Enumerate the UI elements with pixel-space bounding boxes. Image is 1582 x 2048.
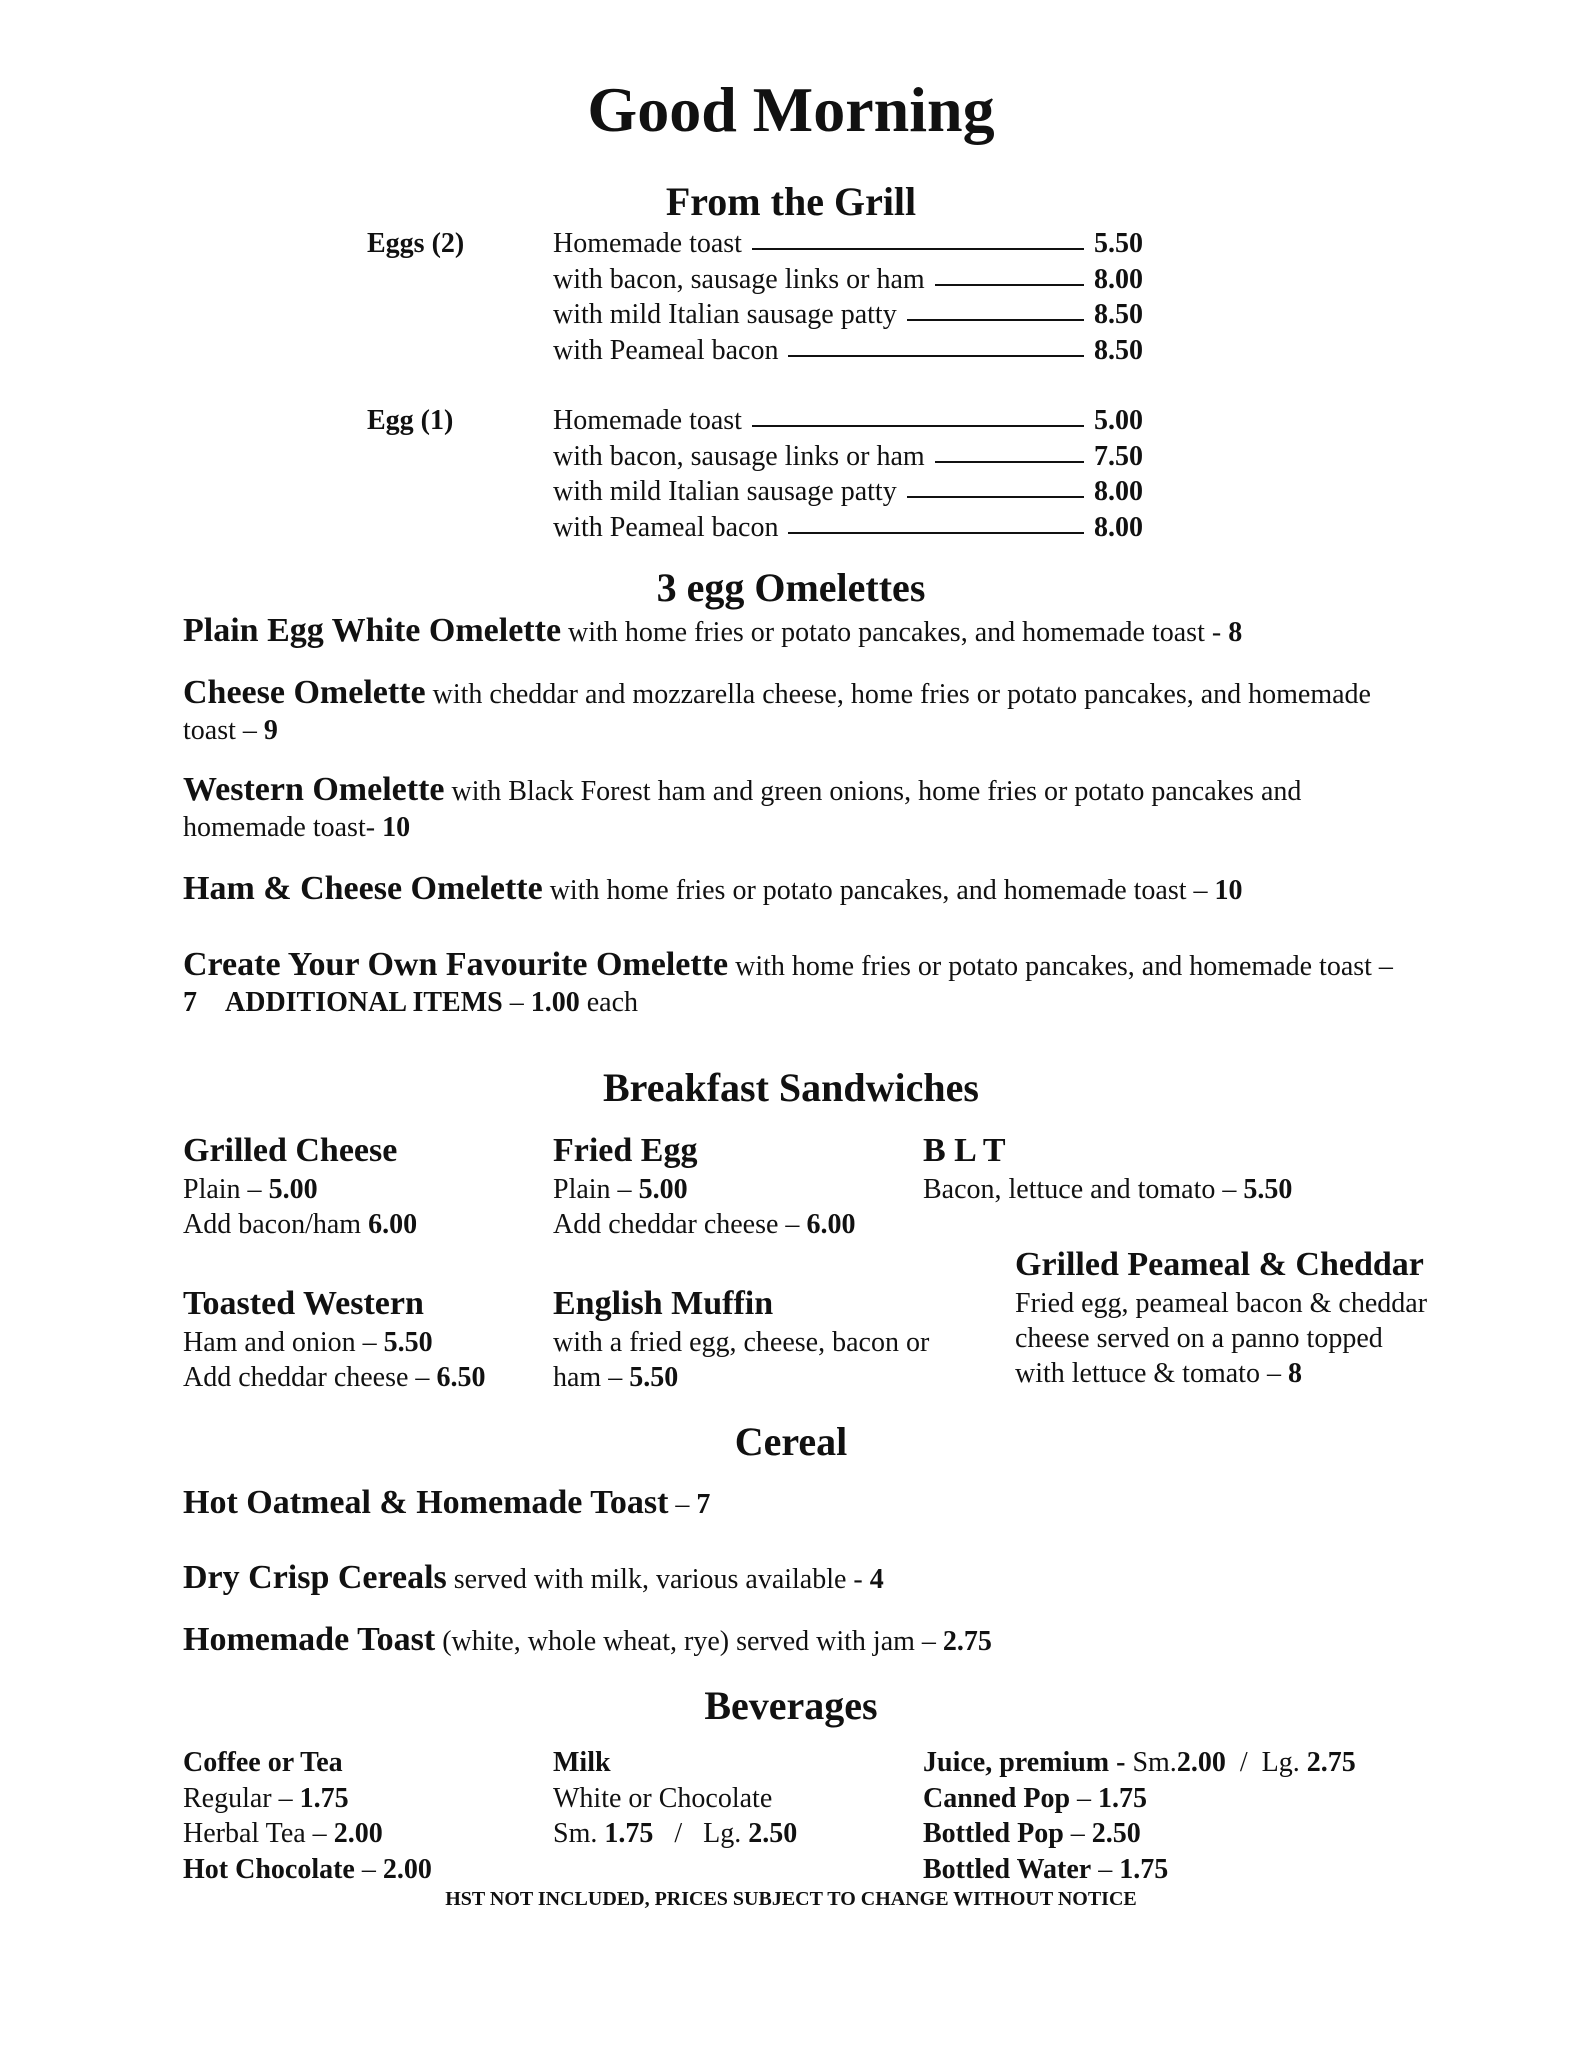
cereal-item: Homemade Toast (white, whole wheat, rye) served with jam – 2.75 [183, 1621, 992, 1658]
omelette-item: Plain Egg White Omelette with home fries or potato pancakes, and homemade toast - 8 [183, 612, 1243, 649]
grill-row: with Peameal bacon 8.50 [553, 335, 1143, 366]
eggs-2-label: Eggs (2) [367, 228, 465, 259]
grill-row: with bacon, sausage links or ham 8.00 [553, 264, 1143, 295]
footer-note: HST NOT INCLUDED, PRICES SUBJECT TO CHANGE WITHOUT NOTICE [445, 1888, 1137, 1910]
omelette-item: Cheese Omelette with cheddar and mozzarella cheese, home fries or potato pancakes, and homemade toast – 9 [183, 674, 1371, 746]
beverage-cold-drinks: Juice, premium - Sm.2.00 / Lg. 2.75 Canned Pop – 1.75 Bottled Pop – 2.50 Bottled Water – 1.75 [923, 1747, 1356, 1885]
sandwich-peameal: Grilled Peameal & Cheddar Fried egg, peameal bacon & cheddar cheese served on a panno topped with lettuce & tomato – 8 [1015, 1246, 1428, 1389]
grill-heading: From the Grill [665, 179, 917, 224]
cereal-heading: Cereal [734, 1419, 848, 1464]
sandwich-grilled-cheese: Grilled Cheese Plain – 5.00 Add bacon/ham 6.00 [183, 1132, 418, 1240]
grill-row: Homemade toast 5.50 [553, 228, 1143, 259]
omelette-item: Western Omelette with Black Forest ham and green onions, home fries or potato pancakes and homemade toast- 10 [183, 771, 1302, 843]
sandwich-english-muffin: English Muffin with a fried egg, cheese, bacon or ham – 5.50 [553, 1285, 930, 1393]
omelette-item: Ham & Cheese Omelette with home fries or potato pancakes, and homemade toast – 10 [183, 870, 1243, 907]
beverage-milk: Milk White or Chocolate Sm. 1.75 / Lg. 2.50 [553, 1747, 798, 1849]
egg-1-label: Egg (1) [367, 405, 454, 436]
grill-row: with bacon, sausage links or ham 7.50 [553, 441, 1143, 472]
cereal-item: Hot Oatmeal & Homemade Toast – 7 [183, 1484, 711, 1521]
additional-items-label: ADDITIONAL ITEMS [225, 987, 503, 1018]
beverage-coffee-tea: Coffee or Tea Regular – 1.75 Herbal Tea – 2.00 Hot Chocolate – 2.00 [183, 1747, 432, 1885]
beverages-heading: Beverages [704, 1683, 878, 1728]
sandwiches-heading: Breakfast Sandwiches [603, 1065, 979, 1110]
grill-row: with mild Italian sausage patty 8.00 [553, 476, 1143, 507]
page-title: Good Morning [587, 74, 995, 145]
grill-row: with mild Italian sausage patty 8.50 [553, 299, 1143, 330]
sandwich-blt: B L T Bacon, lettuce and tomato – 5.50 [923, 1132, 1293, 1205]
omelettes-heading: 3 egg Omelettes [656, 565, 926, 610]
grill-row: with Peameal bacon 8.00 [553, 512, 1143, 543]
sandwich-fried-egg: Fried Egg Plain – 5.00 Add cheddar cheese – 6.00 [553, 1132, 856, 1240]
cereal-item: Dry Crisp Cereals served with milk, various available - 4 [183, 1559, 884, 1596]
sandwich-toasted-western: Toasted Western Ham and onion – 5.50 Add cheddar cheese – 6.50 [183, 1285, 486, 1393]
omelette-item: Create Your Own Favourite Omelette with home fries or potato pancakes, and homemade toast – 7 ADDITIONAL ITEMS – 1.00 each [183, 946, 1393, 1018]
grill-row: Homemade toast 5.00 [553, 405, 1143, 436]
